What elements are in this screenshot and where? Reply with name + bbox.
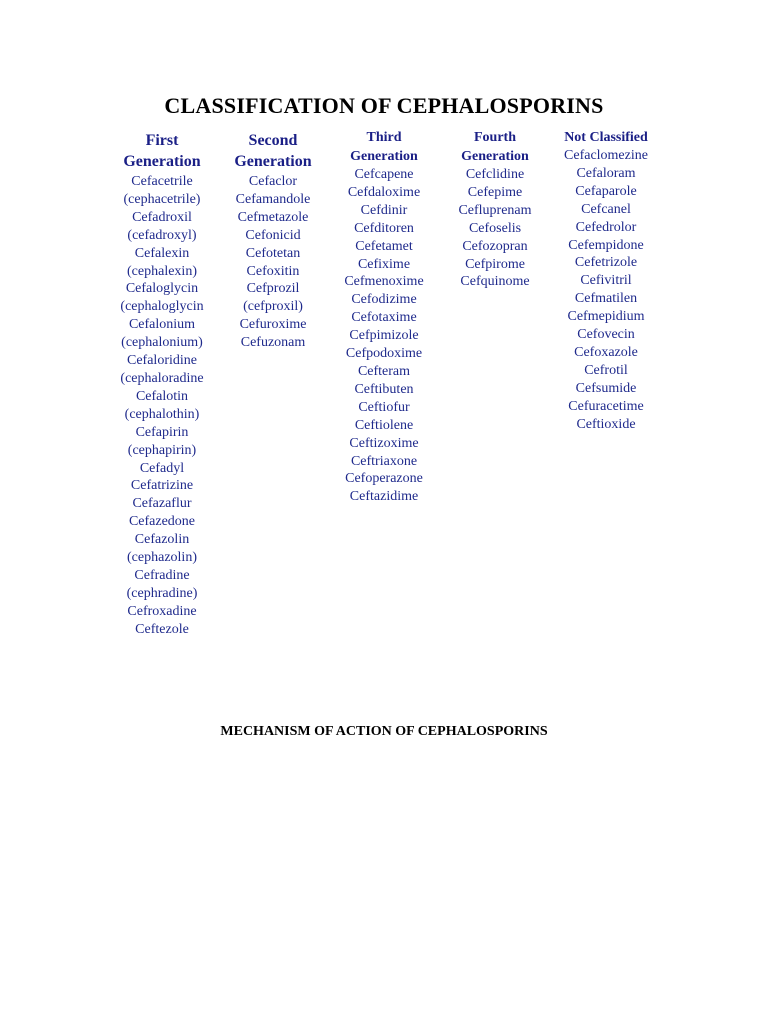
column-heading bbox=[552, 128, 660, 147]
drug-name: (cephalonium) bbox=[121, 335, 203, 351]
drug-name: Cefoperazone bbox=[345, 471, 423, 487]
drug-name: Cefadyl bbox=[139, 460, 185, 476]
drug-name: Cefpimizole bbox=[349, 328, 419, 344]
drug-name: Cefivitril bbox=[580, 273, 632, 289]
drug-name: Cefmenoxime bbox=[344, 274, 424, 290]
drug-name: Cefadroxil bbox=[132, 209, 192, 225]
drug-name: Cefteram bbox=[357, 363, 411, 379]
drug-name: Cefpirome bbox=[465, 256, 525, 272]
drug-name: Cefcanel bbox=[581, 201, 631, 217]
drug-name: Cefaclor bbox=[248, 174, 298, 189]
heading-line: First bbox=[145, 132, 179, 149]
drug-name: Cefonicid bbox=[245, 227, 301, 243]
drug-name: Cefaloridine bbox=[127, 353, 197, 369]
drug-list bbox=[223, 173, 323, 352]
drug-list bbox=[334, 166, 434, 506]
drug-name: Cefotetan bbox=[245, 245, 301, 261]
drug-name: Cefsumide bbox=[575, 380, 637, 396]
drug-name: Cefradine bbox=[134, 567, 190, 583]
drug-name: Cefazolin bbox=[134, 532, 190, 548]
drug-name: Cefovecin bbox=[577, 327, 635, 343]
drug-list bbox=[112, 173, 212, 639]
drug-name: (cephaloglycin bbox=[120, 299, 204, 315]
drug-name: Cefuroxime bbox=[239, 317, 307, 333]
heading-line: Generation bbox=[234, 153, 312, 170]
drug-name: Cefuzonam bbox=[240, 335, 306, 351]
drug-name: Cefmetazole bbox=[237, 209, 309, 225]
drug-name: Cefluprenam bbox=[458, 202, 532, 218]
drug-name: Ceftibuten bbox=[354, 381, 414, 397]
drug-name: Cefrotil bbox=[584, 362, 628, 378]
drug-name: Cefazaflur bbox=[132, 496, 192, 512]
drug-name: Cefalonium bbox=[128, 317, 196, 333]
drug-name: Cefaparole bbox=[575, 183, 637, 199]
drug-name: Cefixime bbox=[357, 256, 411, 272]
fourth-generation-column bbox=[445, 128, 545, 291]
column-heading bbox=[223, 130, 323, 172]
drug-name: (cephalexin) bbox=[127, 263, 197, 279]
drug-list bbox=[445, 166, 545, 291]
drug-name: Cefetamet bbox=[355, 238, 413, 254]
drug-name: (cephacetrile) bbox=[123, 191, 201, 207]
drug-name: Cefditoren bbox=[354, 220, 414, 236]
drug-name: Cefalexin bbox=[134, 245, 190, 261]
drug-name: Cefaclomezine bbox=[564, 148, 648, 163]
drug-name: (cephapirin) bbox=[127, 442, 197, 458]
drug-name: Cefazedone bbox=[128, 514, 196, 530]
second-generation-column bbox=[223, 128, 323, 352]
drug-name: Cefdinir bbox=[360, 202, 408, 218]
drug-name: Cefquinome bbox=[460, 274, 530, 290]
drug-name: Cefprozil bbox=[246, 281, 300, 297]
drug-name: Cefetrizole bbox=[574, 255, 638, 271]
drug-name: Cefoxazole bbox=[574, 344, 638, 360]
drug-name: Cefozopran bbox=[462, 238, 528, 254]
drug-name: Cefacetrile bbox=[131, 174, 193, 189]
drug-name: Cefdaloxime bbox=[347, 184, 421, 200]
drug-list bbox=[552, 147, 660, 434]
drug-name: Cefcapene bbox=[354, 167, 414, 182]
heading-line: Generation bbox=[350, 149, 418, 164]
heading-line: Generation bbox=[123, 153, 201, 170]
drug-name: Cefapirin bbox=[135, 424, 189, 440]
drug-name: Cefepime bbox=[467, 184, 523, 200]
page-title: CLASSIFICATION OF CEPHALOSPORINS bbox=[164, 93, 604, 118]
drug-name: Cefpodoxime bbox=[345, 346, 423, 362]
drug-name: Ceftioxide bbox=[576, 416, 636, 432]
drug-name: (cefproxil) bbox=[243, 299, 303, 315]
section-heading: MECHANISM OF ACTION OF CEPHALOSPORINS bbox=[220, 724, 548, 739]
drug-name: Ceftazidime bbox=[349, 489, 419, 505]
drug-name: (cephazolin) bbox=[127, 550, 197, 566]
column-heading bbox=[445, 128, 545, 166]
third-generation-column bbox=[334, 128, 434, 506]
drug-name: Cefotaxime bbox=[351, 310, 417, 326]
heading-line: Third bbox=[366, 130, 402, 145]
drug-name: (cephaloradine bbox=[120, 370, 204, 386]
drug-name: (cephalothin) bbox=[124, 406, 200, 422]
drug-name: Cefaloram bbox=[576, 165, 636, 181]
drug-name: Cefedrolor bbox=[575, 219, 637, 235]
column-heading bbox=[112, 130, 212, 172]
drug-name: Ceftiolene bbox=[354, 417, 414, 433]
drug-name: Cefmepidium bbox=[567, 309, 645, 325]
drug-name: (cefadroxyl) bbox=[127, 227, 197, 243]
drug-name: Cefuracetime bbox=[568, 398, 644, 414]
first-generation-column bbox=[112, 128, 212, 639]
drug-name: Cefoxitin bbox=[246, 263, 300, 279]
drug-name: Cefmatilen bbox=[574, 291, 638, 307]
drug-name: Cefaloglycin bbox=[125, 281, 199, 297]
heading-line: Fourth bbox=[474, 130, 516, 145]
drug-name: Ceftiofur bbox=[358, 399, 410, 415]
drug-name: Cefalotin bbox=[135, 388, 189, 404]
drug-name: Cefamandole bbox=[235, 191, 311, 207]
drug-name: Cefclidine bbox=[465, 167, 525, 182]
heading-line: Not Classified bbox=[564, 130, 648, 145]
drug-name: Ceftezole bbox=[135, 621, 189, 637]
heading-line: Generation bbox=[461, 149, 529, 164]
column-heading bbox=[334, 128, 434, 166]
not-classified-column bbox=[552, 128, 660, 434]
drug-name: Cefodizime bbox=[351, 292, 417, 308]
drug-name: (cephradine) bbox=[126, 585, 198, 601]
drug-name: Ceftriaxone bbox=[350, 453, 418, 469]
drug-name: Cefoselis bbox=[468, 220, 522, 236]
heading-line: Second bbox=[248, 132, 298, 149]
drug-name: Ceftizoxime bbox=[349, 435, 419, 451]
drug-name: Cefroxadine bbox=[127, 603, 197, 619]
drug-name: Cefatrizine bbox=[130, 478, 194, 494]
drug-name: Cefempidone bbox=[568, 237, 644, 253]
